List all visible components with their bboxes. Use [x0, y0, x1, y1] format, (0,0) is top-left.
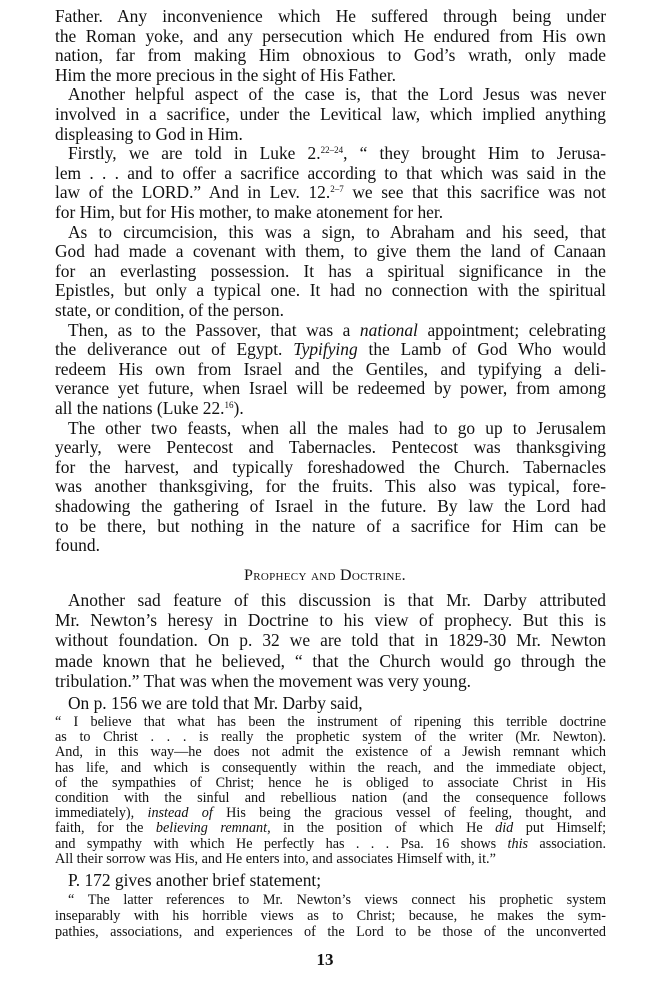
quote-line	[55, 790, 606, 806]
text-run: put Himself;	[513, 820, 607, 837]
text-run: The other two feasts, when all the males had to go up to Jerusalem	[68, 417, 606, 438]
text-line	[55, 182, 606, 202]
text-run: of the sympathies of Christ; hence he is obliged to associate Christ in His	[55, 774, 606, 791]
quote-line	[55, 760, 606, 776]
quote-line	[55, 805, 606, 821]
text-line	[55, 516, 606, 536]
text-run: redeem His own from Israel and the Gentiles, and typifying a deli-	[55, 358, 606, 379]
text-line	[55, 143, 606, 163]
italic-run: this	[507, 835, 529, 852]
text-run: condition with the sinful and rebellious nation (and the consequence follows	[55, 790, 606, 806]
quote-line	[55, 729, 606, 745]
verse-reference: 2–7	[330, 184, 344, 195]
text-run: Him the more precious in the sight of His Father.	[55, 64, 396, 85]
quote-line	[55, 908, 606, 924]
text-line	[55, 651, 606, 671]
text-run: Another sad feature of this discussion is that Mr. Darby attributed	[68, 590, 606, 610]
text-run: we see that this sacrifice was not	[343, 182, 606, 203]
quote-line	[55, 744, 606, 760]
text-run: involved in a sacrifice, under the Levitical law, which implied anything	[55, 104, 606, 124]
text-line	[55, 437, 606, 457]
text-run: faith, for the	[55, 820, 156, 837]
section-heading: Prophecy and Doctrine.	[244, 567, 406, 584]
text-line	[55, 104, 606, 124]
page-number: 13	[316, 950, 334, 969]
text-run: , in the position of which He	[267, 820, 496, 837]
text-line	[55, 693, 606, 713]
text-line	[55, 65, 606, 85]
text-run: appointment; celebrating	[417, 319, 606, 340]
text-run: inseparably with his horrible views as to Christ; because, he makes the sym-	[55, 908, 606, 924]
text-run: all the nations (Luke 22.	[55, 398, 225, 418]
text-line	[55, 457, 606, 477]
text-run: has life, and which is consequently within the reach, and the immediate object,	[55, 759, 606, 776]
text-run: shadowing the gathering of Israel in the future. By law the Lord had	[55, 496, 606, 516]
text-line	[55, 6, 606, 26]
text-line	[55, 163, 606, 183]
text-line	[55, 45, 606, 65]
text-line	[55, 590, 606, 610]
quote-line	[55, 714, 606, 730]
text-line	[55, 124, 606, 144]
quote-line	[55, 851, 606, 867]
verse-reference: 16	[224, 400, 234, 410]
text-line	[55, 610, 606, 630]
text-line	[55, 339, 606, 359]
text-run: “ I believe that what has been the instrument of ripening this terrible doctrine	[55, 714, 606, 730]
text-run: for Him, but for His mother, to make atonement for her.	[55, 202, 444, 222]
text-run: for the harvest, and typically foreshadowed the Church. Tabernacles	[55, 456, 606, 477]
italic-run: instead of	[147, 805, 213, 822]
quote-line	[55, 836, 606, 852]
text-run: God had made a covenant with them, to give them the land of Canaan	[55, 241, 606, 262]
text-run: ).	[233, 398, 244, 418]
text-run: association.	[528, 835, 606, 852]
text-run: without foundation. On p. 32 we are told that in 1829-30 Mr. Newton	[55, 630, 606, 651]
text-run: as to Christ . . . is really the prophetic system of the writer (Mr. Newton).	[55, 729, 606, 746]
text-run: Another helpful aspect of the case is, that the Lord Jesus was never	[68, 84, 606, 105]
text-run: His being the gracious vessel of feeling, thought, and	[212, 805, 606, 822]
italic-run: national	[359, 319, 418, 340]
text-line	[55, 378, 606, 398]
text-run: P. 172 gives another brief statement;	[68, 870, 322, 890]
text-run: and sympathy with which He perfectly has . . . Psa. 16 shows	[55, 835, 508, 852]
text-line	[55, 630, 606, 650]
quote-line	[55, 892, 606, 908]
italic-run: believing remnant	[155, 820, 268, 837]
text-run: verance yet future, when Israel will be redeemed by power, from among	[55, 378, 606, 399]
text-line	[55, 398, 606, 418]
text-line	[55, 476, 606, 496]
text-line	[55, 261, 606, 281]
text-run: state, or condition, of the person.	[55, 300, 284, 320]
text-run: for an everlasting possession. It has a spiritual significance in the	[55, 260, 606, 281]
text-line	[55, 280, 606, 300]
italic-run: Typifying	[293, 339, 358, 360]
text-run: And, in this way—he does not admit the existence of a Jewish remnant which	[55, 744, 606, 761]
text-line	[55, 300, 606, 320]
text-line	[55, 320, 606, 340]
quote-line	[55, 924, 606, 940]
text-run: to be there, but nothing in the nature of a sacrifice for Him can be	[55, 515, 606, 536]
text-line	[55, 84, 606, 104]
text-run: the deliverance out of Egypt.	[55, 339, 294, 360]
text-line	[55, 26, 606, 46]
text-line	[55, 418, 606, 438]
text-run: “ The latter references to Mr. Newton’s views connect his prophetic system	[68, 892, 606, 908]
text-line	[55, 535, 606, 555]
text-run: yearly, were Pentecost and Tabernacles. Pentecost was thanksgiving	[55, 437, 606, 458]
text-run: displeasing to God in Him.	[55, 123, 243, 144]
verse-reference: 22–24	[320, 145, 344, 156]
text-run: All their sorrow was His, and He enters into, and associates Himself with, it.”	[55, 850, 496, 867]
text-run: the Lamb of God Who would	[357, 339, 606, 360]
text-run: Mr. Newton’s heresy in Doctrine to his view of prophecy. But this is	[55, 610, 606, 631]
text-run: pathies, associations, and experiences of the Lord to be those of the unconverted	[55, 924, 606, 940]
text-run: law of the LORD.” And in Lev. 12.	[55, 182, 331, 203]
text-line	[55, 359, 606, 379]
text-run: the Roman yoke, and any persecution which He endured from His own	[55, 25, 606, 46]
text-run: found.	[55, 535, 100, 556]
text-run: nation, far from making Him obnoxious to God’s wrath, only made	[55, 45, 606, 66]
italic-run: did	[495, 820, 514, 837]
text-line	[55, 241, 606, 261]
text-line	[55, 671, 606, 691]
text-run: lem . . . and to offer a sacrifice according to that which was said in the	[55, 162, 606, 183]
text-line	[55, 870, 606, 890]
text-run: immediately),	[55, 805, 148, 822]
text-run: tribulation.” That was when the movement was very young.	[55, 670, 471, 691]
quote-line	[55, 820, 606, 836]
text-run: made known that he believed, “ that the Church would go through the	[55, 650, 606, 671]
text-line	[55, 202, 606, 222]
text-run: was another thanksgiving, for the fruits. This also was typical, fore-	[55, 476, 606, 497]
text-run: Then, as to the Passover, that was a	[68, 319, 360, 340]
text-run: As to circumcision, this was a sign, to Abraham and his seed, that	[68, 221, 606, 242]
text-run: Firstly, we are told in Luke 2.	[68, 143, 321, 164]
text-run: Epistles, but only a typical one. It had no connection with the spiritual	[55, 280, 606, 301]
text-run: Father. Any inconvenience which He suffered through being under	[55, 6, 606, 26]
text-run: , “ they brought Him to Jerusa-	[343, 143, 607, 164]
text-line	[55, 222, 606, 242]
quote-line	[55, 775, 606, 791]
text-line	[55, 496, 606, 516]
text-run: On p. 156 we are told that Mr. Darby said,	[68, 693, 363, 713]
